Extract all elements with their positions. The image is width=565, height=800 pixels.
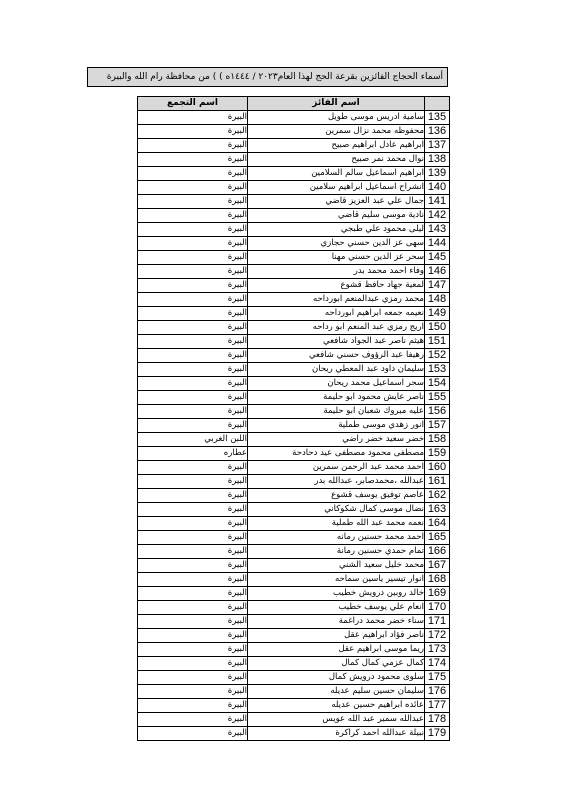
table-row (138, 349, 450, 363)
table-row (138, 545, 450, 559)
table-row (138, 321, 450, 335)
winner-name: عبدالله سمير عبد الله عويس (248, 713, 425, 727)
area-name: البيرة (138, 699, 248, 713)
row-number: 137 (425, 139, 450, 153)
row-number: 165 (425, 531, 450, 545)
area-name: البيرة (138, 713, 248, 727)
area-name: البيرة (138, 475, 248, 489)
table-row (138, 279, 450, 293)
area-name: البيرة (138, 251, 248, 265)
table-row (138, 601, 450, 615)
document-title: أسماء الحجاج الفائزين بقرعة الحج لهذا العام٢٠٢٣ / ١٤٤٤ه ) ) من محافظة رام الله والبيرة (87, 67, 448, 87)
winner-name: هيثم ناصر عبد الجواد شافعي (248, 335, 425, 349)
area-name: البيرة (138, 559, 248, 573)
table-row (138, 195, 450, 209)
row-number: 153 (425, 363, 450, 377)
area-name: البيرة (138, 601, 248, 615)
row-number: 156 (425, 405, 450, 419)
area-name: عطاره (138, 447, 248, 461)
row-number: 135 (425, 111, 450, 125)
table-row (138, 293, 450, 307)
winner-name: سهى عز الدين حسني حجازي (248, 237, 425, 251)
winner-name: خضر سعيد خضر راضي (248, 433, 425, 447)
row-number: 168 (425, 573, 450, 587)
table-row (138, 419, 450, 433)
table-row (138, 517, 450, 531)
table-row (138, 405, 450, 419)
row-number: 155 (425, 391, 450, 405)
winner-name: انشراح اسماعيل ابراهيم سلامين (248, 181, 425, 195)
winner-name: تمام حمدي حسنين رمانة (248, 545, 425, 559)
row-number: 171 (425, 615, 450, 629)
winner-name: كمال عزمي كمال كمال (248, 657, 425, 671)
area-name: البيرة (138, 489, 248, 503)
winner-name: ناصر عايش محمود ابو حليمة (248, 391, 425, 405)
row-number: 157 (425, 419, 450, 433)
table-row (138, 335, 450, 349)
row-number: 172 (425, 629, 450, 643)
table-row (138, 657, 450, 671)
row-number: 177 (425, 699, 450, 713)
winner-name: مصطفى محمود مصطفى عيد دحادحة (248, 447, 425, 461)
table-row (138, 727, 450, 741)
table-header-row (138, 97, 450, 111)
row-number: 161 (425, 475, 450, 489)
row-number: 145 (425, 251, 450, 265)
row-number: 151 (425, 335, 450, 349)
table-row (138, 167, 450, 181)
table-row (138, 685, 450, 699)
area-name: اللبن الغربي (138, 433, 248, 447)
table-row (138, 447, 450, 461)
row-number: 170 (425, 601, 450, 615)
column-header-number (425, 97, 450, 111)
winner-name: احمد محمد عبد الرحمن سمرين (248, 461, 425, 475)
winner-name: عليه مبروك شعبان ابو حليمة (248, 405, 425, 419)
table-row (138, 643, 450, 657)
winner-name: رهيفا عبد الرؤوف حسني شافعي (248, 349, 425, 363)
row-number: 167 (425, 559, 450, 573)
winner-name: سامية ادريس موسى طويل (248, 111, 425, 125)
row-number: 154 (425, 377, 450, 391)
winner-name: اريج رمزي عبد المنعم ابو رداحه (248, 321, 425, 335)
winner-name: جمال علي عبد العزيز قاضي (248, 195, 425, 209)
winner-name: ريما موسى ابراهيم عقل (248, 643, 425, 657)
table-row (138, 125, 450, 139)
table-row (138, 377, 450, 391)
area-name: البيرة (138, 573, 248, 587)
row-number: 169 (425, 587, 450, 601)
table-row (138, 139, 450, 153)
area-name: البيرة (138, 419, 248, 433)
winner-name: لمعية جهاد حافظ قشوع (248, 279, 425, 293)
row-number: 146 (425, 265, 450, 279)
row-number: 139 (425, 167, 450, 181)
winner-name: نعيمه جمعه ابراهيم ابورداحه (248, 307, 425, 321)
winner-name: انوار تيسير ياسين سماحه (248, 573, 425, 587)
table-row (138, 475, 450, 489)
area-name: البيرة (138, 531, 248, 545)
area-name: البيرة (138, 377, 248, 391)
table-body (138, 111, 450, 741)
winner-name: عائده ابراهيم حسين عديله (248, 699, 425, 713)
row-number: 166 (425, 545, 450, 559)
area-name: البيرة (138, 237, 248, 251)
area-name: البيرة (138, 125, 248, 139)
row-number: 147 (425, 279, 450, 293)
table-row (138, 699, 450, 713)
table-row (138, 223, 450, 237)
table-row (138, 531, 450, 545)
area-name: البيرة (138, 181, 248, 195)
area-name: البيرة (138, 587, 248, 601)
winner-name: احمد محمد حسنين رمانه (248, 531, 425, 545)
area-name: البيرة (138, 321, 248, 335)
table-row (138, 671, 450, 685)
table-row (138, 713, 450, 727)
area-name: البيرة (138, 265, 248, 279)
winner-name: محمد رمزي عبدالمنعم ابورداحه (248, 293, 425, 307)
table-row (138, 265, 450, 279)
area-name: البيرة (138, 391, 248, 405)
row-number: 162 (425, 489, 450, 503)
row-number: 142 (425, 209, 450, 223)
winner-name: وفاء احمد محمد بدر (248, 265, 425, 279)
table-row (138, 489, 450, 503)
area-name: البيرة (138, 293, 248, 307)
area-name: البيرة (138, 545, 248, 559)
table-row (138, 461, 450, 475)
winner-name: سناء خضر محمد دراغمة (248, 615, 425, 629)
table-row (138, 237, 450, 251)
row-number: 144 (425, 237, 450, 251)
winner-name: سحر عز الدين حسني مهنا (248, 251, 425, 265)
winner-name: انور زهدي موسى طملية (248, 419, 425, 433)
row-number: 143 (425, 223, 450, 237)
winner-name: خالد روبين درويش خطيب (248, 587, 425, 601)
table-row (138, 629, 450, 643)
winner-name: نوال محمد نمر صبيح (248, 153, 425, 167)
winner-name: عاصم توفيق يوسف قشوع (248, 489, 425, 503)
row-number: 160 (425, 461, 450, 475)
winner-name: محمد خليل سعيد الشني (248, 559, 425, 573)
area-name: البيرة (138, 685, 248, 699)
table-row (138, 559, 450, 573)
row-number: 174 (425, 657, 450, 671)
table-row (138, 391, 450, 405)
area-name: البيرة (138, 671, 248, 685)
winner-name: سليمان حسين سليم عديله (248, 685, 425, 699)
column-header-area: اسم التجمع (138, 97, 248, 111)
winner-name: عبدالله ،محمدصابر، عبدالله بدر (248, 475, 425, 489)
table-row (138, 153, 450, 167)
area-name: البيرة (138, 363, 248, 377)
area-name: البيرة (138, 405, 248, 419)
area-name: البيرة (138, 307, 248, 321)
row-number: 140 (425, 181, 450, 195)
table-row (138, 615, 450, 629)
winner-name: ابراهيم عادل ابراهيم صبيح (248, 139, 425, 153)
area-name: البيرة (138, 461, 248, 475)
row-number: 175 (425, 671, 450, 685)
winner-name: ليلى محمود علي طبجي (248, 223, 425, 237)
table-row (138, 209, 450, 223)
row-number: 176 (425, 685, 450, 699)
area-name: البيرة (138, 223, 248, 237)
winner-name: نعمه محمد عبد الله طملية (248, 517, 425, 531)
row-number: 141 (425, 195, 450, 209)
area-name: البيرة (138, 503, 248, 517)
table-row (138, 111, 450, 125)
area-name: البيرة (138, 111, 248, 125)
area-name: البيرة (138, 167, 248, 181)
row-number: 164 (425, 517, 450, 531)
row-number: 149 (425, 307, 450, 321)
area-name: البيرة (138, 615, 248, 629)
area-name: البيرة (138, 153, 248, 167)
area-name: البيرة (138, 629, 248, 643)
winner-name: نادية موسى سليم قاضي (248, 209, 425, 223)
winner-name: سليمان داود عبد المعطي ريحان (248, 363, 425, 377)
row-number: 150 (425, 321, 450, 335)
table-row (138, 573, 450, 587)
area-name: البيرة (138, 727, 248, 741)
winner-name: نضال موسى كمال شكوكاني (248, 503, 425, 517)
area-name: البيرة (138, 643, 248, 657)
table-row (138, 503, 450, 517)
row-number: 159 (425, 447, 450, 461)
table-row (138, 587, 450, 601)
winner-name: ابراهيم اسماعيل سالم السلامين (248, 167, 425, 181)
winner-name: انعام علي يوسف خطيب (248, 601, 425, 615)
table-row (138, 307, 450, 321)
table-row (138, 363, 450, 377)
winner-name: سحر اسماعيل محمد ريحان (248, 377, 425, 391)
row-number: 136 (425, 125, 450, 139)
winners-table (137, 96, 450, 741)
table-row (138, 181, 450, 195)
row-number: 138 (425, 153, 450, 167)
winner-name: نبيلة عبدالله احمد كراكرة (248, 727, 425, 741)
row-number: 152 (425, 349, 450, 363)
area-name: البيرة (138, 279, 248, 293)
winner-name: ناصر فؤاد ابراهيم عقل (248, 629, 425, 643)
area-name: البيرة (138, 349, 248, 363)
area-name: البيرة (138, 657, 248, 671)
area-name: البيرة (138, 139, 248, 153)
row-number: 158 (425, 433, 450, 447)
area-name: البيرة (138, 209, 248, 223)
column-header-name: اسم الفائز (248, 97, 425, 111)
table-row (138, 251, 450, 265)
row-number: 179 (425, 727, 450, 741)
winner-name: سلوى محمود درويش كمال (248, 671, 425, 685)
row-number: 163 (425, 503, 450, 517)
area-name: البيرة (138, 195, 248, 209)
area-name: البيرة (138, 335, 248, 349)
winner-name: محفوظه محمد نزال سمرين (248, 125, 425, 139)
row-number: 148 (425, 293, 450, 307)
area-name: البيرة (138, 517, 248, 531)
row-number: 178 (425, 713, 450, 727)
table-row (138, 433, 450, 447)
row-number: 173 (425, 643, 450, 657)
